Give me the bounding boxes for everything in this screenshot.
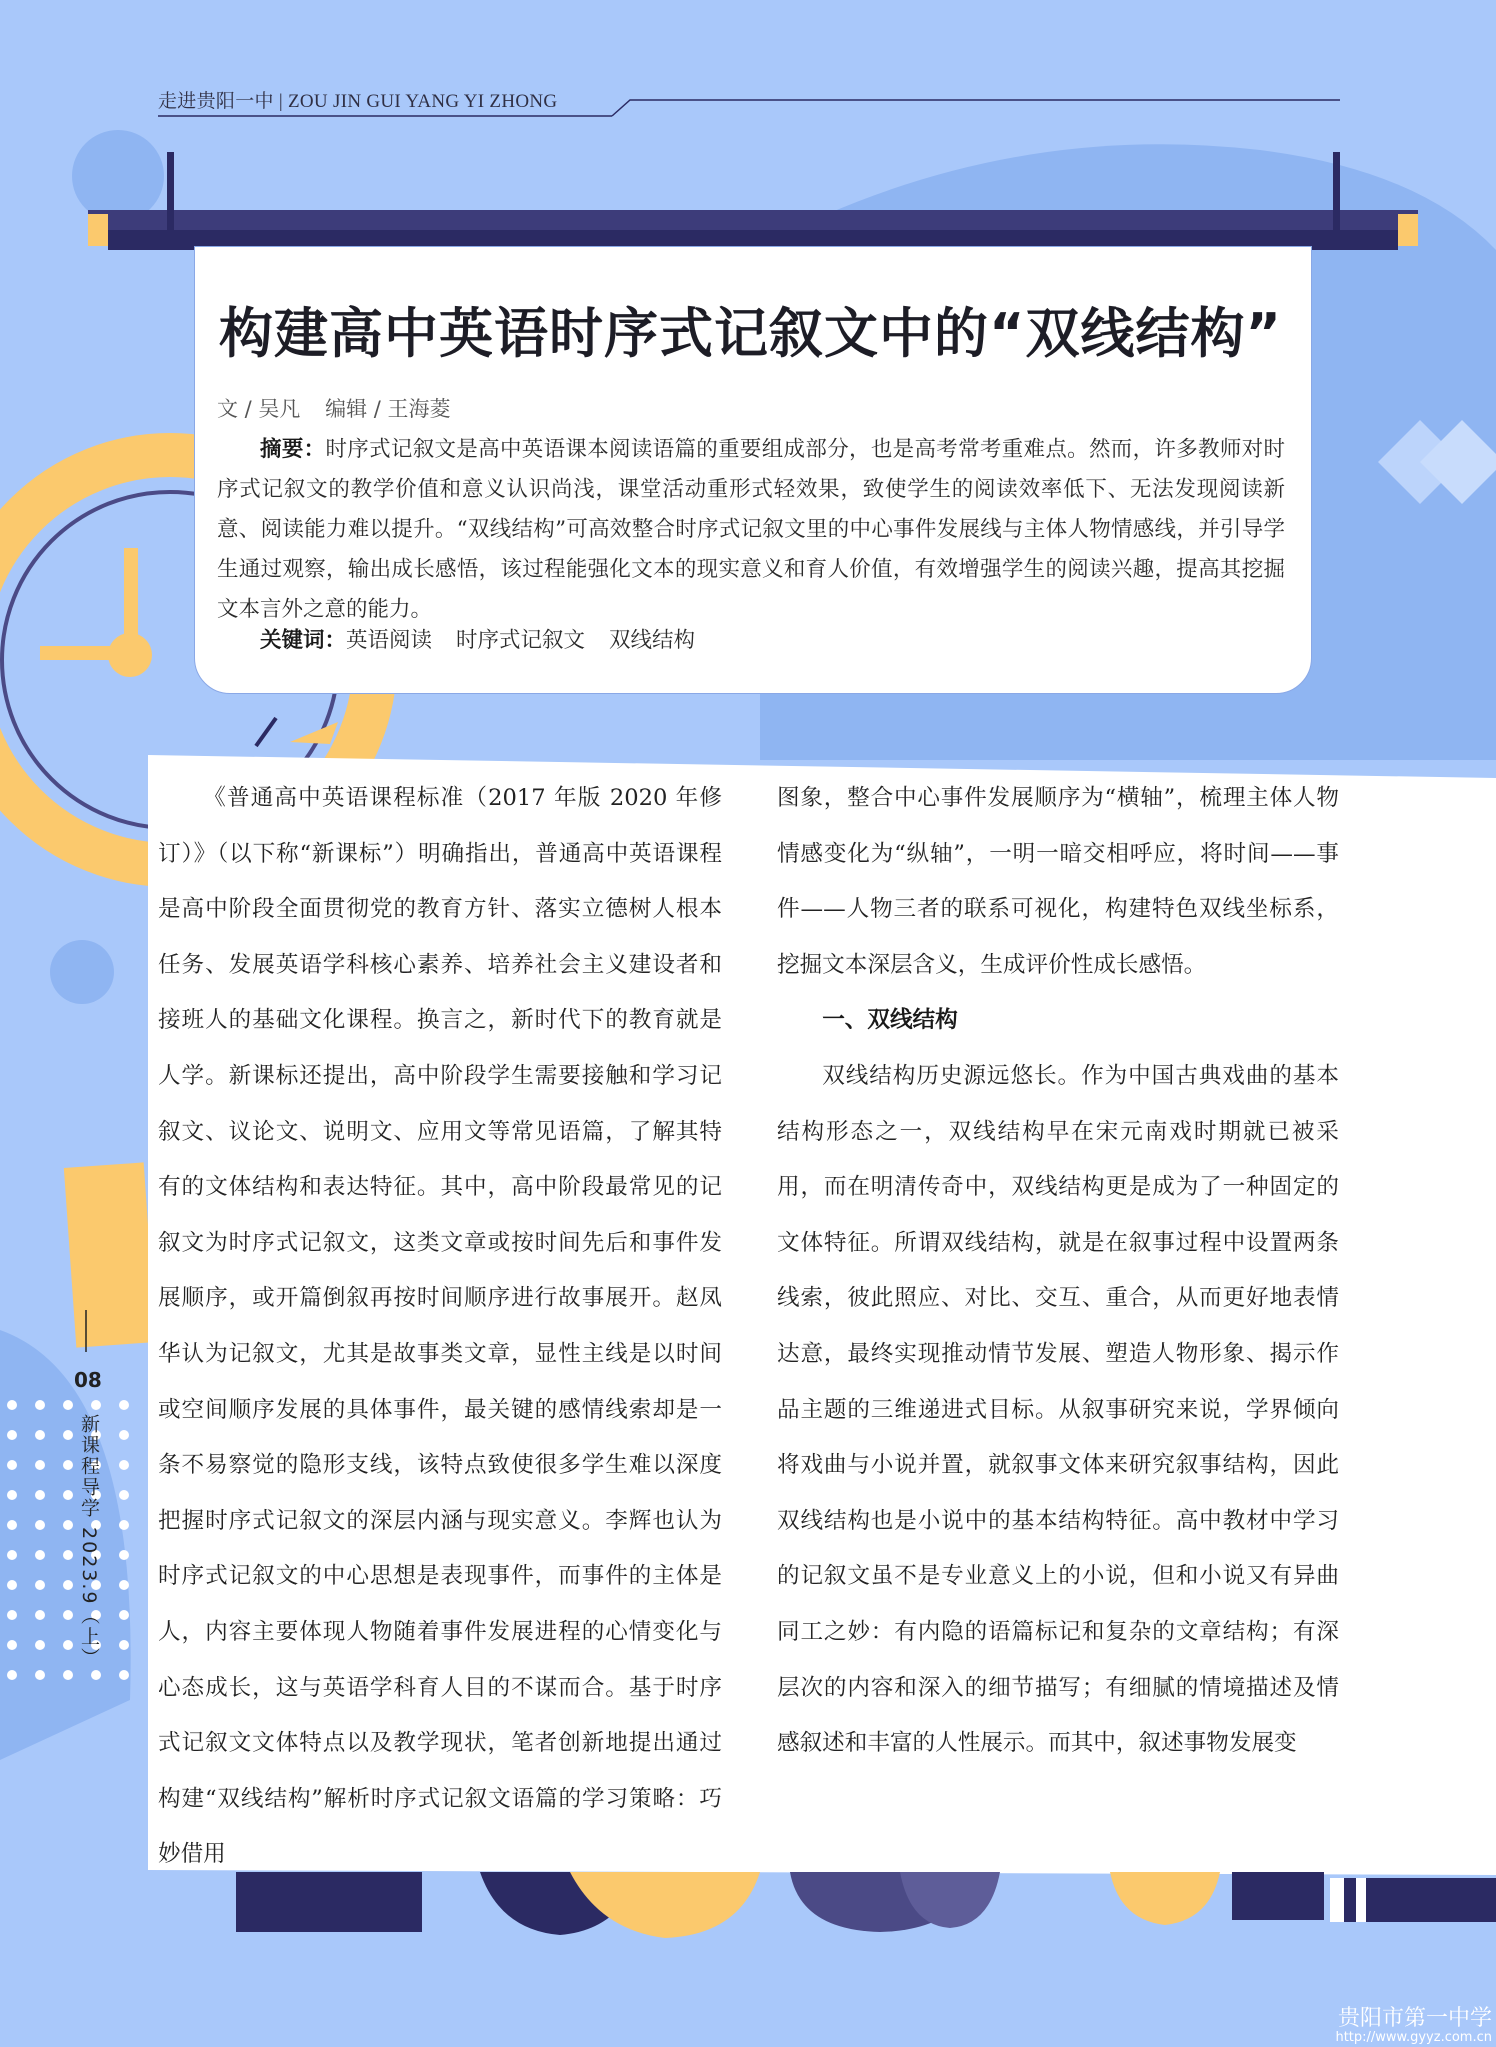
keywords: [217, 623, 719, 654]
keyword: 时序式记叙文: [456, 628, 586, 653]
abstract-text: 时序式记叙文是高中英语课本阅读语篇的重要组成部分，也是高考常考重难点。然而，许多教师对时序式记叙文的教学价值和意义认识尚浅，课堂活动重形式轻效果，致使学生的阅读效率低下、无法发现阅读新意、阅读能力难以提升。“双线结构”可高效整合时序式记叙文里的中心事件发展线与主体人物情感线，并引导学生通过观察，输出成长感悟，该过程能强化文本的现实意义和育人价值，有效增强学生的阅读兴趣，提高其挖掘文本言外之意的能力。: [217, 437, 1285, 622]
keyword: 双线结构: [609, 628, 696, 653]
body-paragraph: 双线结构历史源远悠长。作为中国古典戏曲的基本结构形态之一，双线结构早在宋元南戏时期就已被采用，而在明清传奇中，双线结构更是成为了一种固定的文体特征。所谓双线结构，就是在叙事过程中设置两条线索，彼此照应、对比、交互、重合，从而更好地表情达意，最终实现推动情节发展、塑造人物形象、揭示作品主题的三维递进式目标。从叙事研究来说，学界倾向将戏曲与小说并置，就叙事文体来研究叙事结构，因此双线结构也是小说中的基本结构特征。高中教材中学习的记叙文虽不是专业意义上的小说，但和小说又有异曲同工之妙：有内隐的语篇标记和复杂的文章结构；有深层次的内容和深入的细节描写；有细腻的情境描述及情感叙述和丰富的人性展示。而其中，叙述事物发展变: [777, 1062, 1339, 1757]
keyword: 英语阅读: [346, 628, 433, 653]
body-paragraph: 《普通高中英语课程标准（2017 年版 2020 年修订）》（以下称“新课标”）明确指出，普通高中英语课程是高中阶段全面贯彻党的教育方针、落实立德树人根本任务、发展英语学科核心素养、培养社会主义建设者和接班人的基础文化课程。换言之，新时代下的教育就是人学。新课标还提出，高中阶段学生需要接触和学习记叙文、议论文、说明文、应用文等常见语篇，了解其特有的文体结构和表达特征。其中，高中阶段最常见的记叙文为时序式记叙文，这类文章或按时间先后和事件发展顺序，或开篇倒叙再按时间顺序进行故事展开。赵凤华认为记叙文，尤其是故事类文章，显性主线是以时间或空间顺序发展的具体事件，最关键的感情线索却是一条不易察觉的隐形支线，该特点致使很多学生难以深度把握时序式记叙文的深层内涵与现实意义。李辉也认为时序式记叙文的中心思想是表现事件，而事件的主体是人，内容主要体现人物随着事件发展进程的心情变化与心态成长，这与英语学科育人目的不谋而合。基于时序式记叙文文体特点以及教学现状，笔者创新地提出通过构建“双线结构”解析时序式记叙文语篇的学习策略：巧妙借用: [158, 785, 722, 1868]
editor: 编辑 / 王海菱: [325, 397, 451, 421]
left-column: [158, 771, 722, 1883]
section-header: 走进贵阳一中 | ZOU JIN GUI YANG YI ZHONG: [158, 91, 558, 112]
journal-issue: 新课程导学 2023.9（上）: [78, 1414, 100, 1669]
watermark-name: 贵阳市第一中学: [1337, 2005, 1492, 2031]
author: 文 / 吴凡: [217, 397, 301, 421]
abstract-label: 摘要：: [260, 437, 326, 462]
byline: [217, 393, 469, 423]
right-column: [777, 771, 1339, 1772]
section-heading: 一、双线结构: [822, 1007, 958, 1034]
article-title: 构建高中英语时序式记叙文中的“双线结构”: [219, 302, 1282, 365]
body-paragraph: 图象，整合中心事件发展顺序为“横轴”，梳理主体人物情感变化为“纵轴”，一明一暗交相呼应，将时间——事件——人物三者的联系可视化，构建特色双线坐标系，挖掘文本深层含义，生成评价性成长感悟。: [777, 785, 1339, 978]
abstract: [217, 430, 1285, 630]
watermark: [1335, 2007, 1492, 2045]
keywords-label: 关键词：: [260, 628, 347, 653]
page-number: 08: [74, 1368, 102, 1392]
title-card: [194, 246, 1312, 694]
watermark-url: http://www.gyyz.com.cn: [1335, 2029, 1492, 2045]
